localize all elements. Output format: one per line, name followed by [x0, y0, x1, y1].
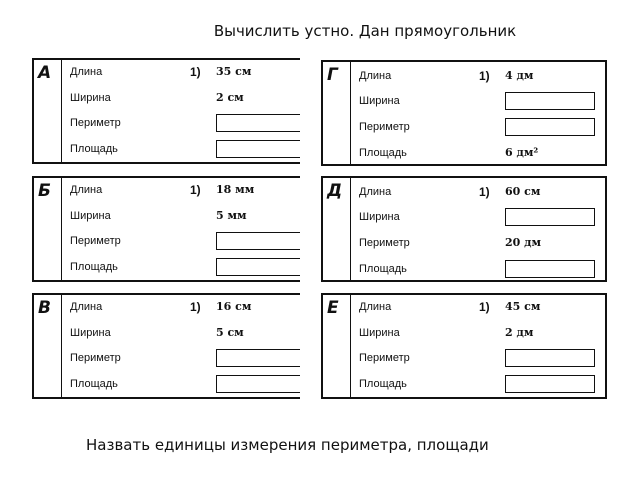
label-length: Длина: [70, 66, 103, 78]
card-a: [32, 58, 300, 164]
label-width: Ширина: [70, 210, 111, 222]
card-v: [32, 293, 300, 399]
card-letter: Г: [327, 65, 338, 85]
row-area: [359, 143, 605, 166]
label-width: Ширина: [70, 92, 111, 104]
task-number: 1): [190, 183, 201, 197]
answer-box-area[interactable]: [216, 375, 300, 393]
task-number: 1): [190, 300, 201, 314]
row-length: [359, 297, 605, 323]
card-letter: Б: [38, 181, 51, 201]
card-letter: Д: [327, 181, 343, 201]
label-perimeter: Периметр: [359, 237, 410, 249]
answer-box-perimeter[interactable]: [505, 118, 595, 136]
row-length: [70, 62, 300, 88]
card-letter-column: [34, 60, 62, 162]
row-perimeter: [359, 348, 605, 374]
answer-box-perimeter[interactable]: [216, 114, 300, 132]
label-length: Длина: [359, 301, 392, 313]
label-perimeter: Периметр: [70, 235, 121, 247]
row-width: [359, 207, 605, 233]
answer-box-width[interactable]: [505, 92, 595, 110]
page-title: Вычислить устно. Дан прямоугольник: [213, 22, 517, 40]
value-width: 5 см: [216, 326, 244, 339]
value-width: 2 см: [216, 91, 244, 104]
row-width: [359, 91, 605, 117]
label-area: Площадь: [70, 378, 118, 390]
row-area: [70, 139, 300, 164]
value-length: 16 см: [216, 300, 252, 313]
row-area: [359, 259, 605, 282]
row-perimeter: [70, 348, 300, 374]
row-length: [70, 180, 300, 206]
card-letter: А: [38, 63, 52, 83]
label-length: Длина: [359, 186, 392, 198]
value-width: 5 мм: [216, 209, 247, 222]
row-area: [359, 374, 605, 399]
row-perimeter: [359, 233, 605, 259]
answer-box-area[interactable]: [216, 140, 300, 158]
label-width: Ширина: [359, 211, 400, 223]
value-width: 2 дм: [505, 326, 534, 339]
label-length: Длина: [359, 70, 392, 82]
label-area: Площадь: [70, 261, 118, 273]
card-b: [32, 176, 300, 282]
card-letter-column: [34, 295, 62, 397]
row-width: [70, 206, 300, 232]
value-area: 6 дм²: [505, 146, 539, 159]
value-length: 60 см: [505, 185, 541, 198]
card-d: [321, 176, 607, 282]
answer-box-area[interactable]: [505, 260, 595, 278]
row-area: [70, 257, 300, 282]
row-width: [70, 88, 300, 114]
task-number: 1): [479, 300, 490, 314]
answer-box-perimeter[interactable]: [216, 232, 300, 250]
label-area: Площадь: [70, 143, 118, 155]
task-number: 1): [479, 185, 490, 199]
value-length: 35 см: [216, 65, 252, 78]
label-width: Ширина: [359, 327, 400, 339]
card-letter-column: [323, 178, 351, 280]
value-perimeter: 20 дм: [505, 236, 542, 249]
task-number: 1): [479, 69, 490, 83]
card-letter: Е: [327, 298, 339, 318]
answer-box-perimeter[interactable]: [216, 349, 300, 367]
label-width: Ширина: [359, 95, 400, 107]
label-width: Ширина: [70, 327, 111, 339]
card-letter-column: [323, 295, 351, 397]
card-letter-column: [34, 178, 62, 280]
label-perimeter: Периметр: [359, 121, 410, 133]
row-perimeter: [70, 113, 300, 139]
answer-box-area[interactable]: [216, 258, 300, 276]
card-letter-column: [323, 62, 351, 164]
row-width: [359, 323, 605, 349]
label-length: Длина: [70, 301, 103, 313]
answer-box-perimeter[interactable]: [505, 349, 595, 367]
label-perimeter: Периметр: [70, 117, 121, 129]
answer-box-area[interactable]: [505, 375, 595, 393]
row-length: [70, 297, 300, 323]
value-length: 18 мм: [216, 183, 255, 196]
row-length: [359, 182, 605, 208]
row-area: [70, 374, 300, 399]
label-area: Площадь: [359, 147, 407, 159]
card-letter: В: [38, 298, 51, 318]
label-length: Длина: [70, 184, 103, 196]
row-width: [70, 323, 300, 349]
value-length: 45 см: [505, 300, 541, 313]
row-perimeter: [70, 231, 300, 257]
label-area: Площадь: [359, 263, 407, 275]
card-e: [321, 293, 607, 399]
label-perimeter: Периметр: [359, 352, 410, 364]
task-number: 1): [190, 65, 201, 79]
value-length: 4 дм: [505, 69, 534, 82]
row-perimeter: [359, 117, 605, 143]
row-length: [359, 66, 605, 92]
footer-instruction: Назвать единицы измерения периметра, площади: [86, 436, 489, 454]
answer-box-width[interactable]: [505, 208, 595, 226]
card-g: [321, 60, 607, 166]
label-perimeter: Периметр: [70, 352, 121, 364]
label-area: Площадь: [359, 378, 407, 390]
